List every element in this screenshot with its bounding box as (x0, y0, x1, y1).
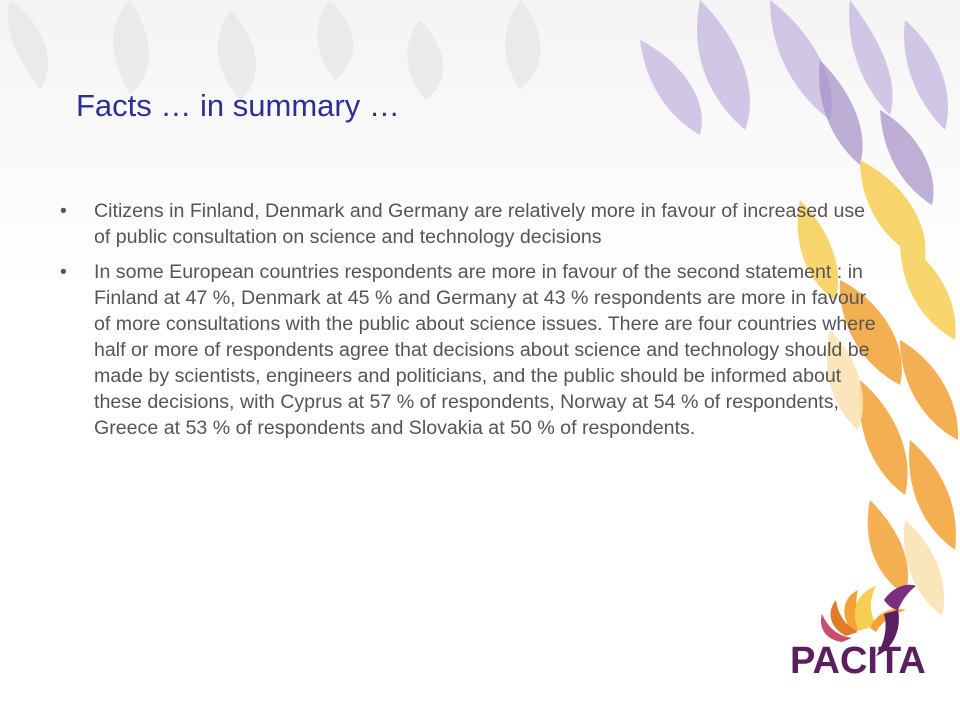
bullet-marker: • (60, 261, 67, 283)
bullet-text: Citizens in Finland, Denmark and Germany are relatively more in favour of increased use of public consultation on science and technology decisions (94, 200, 866, 248)
bullet-list (58, 198, 884, 450)
bullet-text: In some European countries respondents are more in favour of the second statement : in Finland at 47 %, Denmark at 45 % and Germany at 43 % respondents are more in favour of more consultations with the public about science issues. There are four countries where half or more of respondents agree that decisions about science and technology should be made by scientists, engineers and politicians, and the public should be informed about these decisions, with Cyprus at 57 % of respondents, Norway at 54 % of respondents, Greece at 53 % of respondents and Slovakia at 50 % of respondents. (94, 261, 876, 439)
slide-title: Facts … in summary … (76, 88, 400, 123)
bullet-item (58, 198, 884, 250)
bullet-item (58, 259, 884, 441)
pacita-logo-text: PACITA (790, 640, 926, 682)
bullet-marker: • (60, 200, 67, 222)
